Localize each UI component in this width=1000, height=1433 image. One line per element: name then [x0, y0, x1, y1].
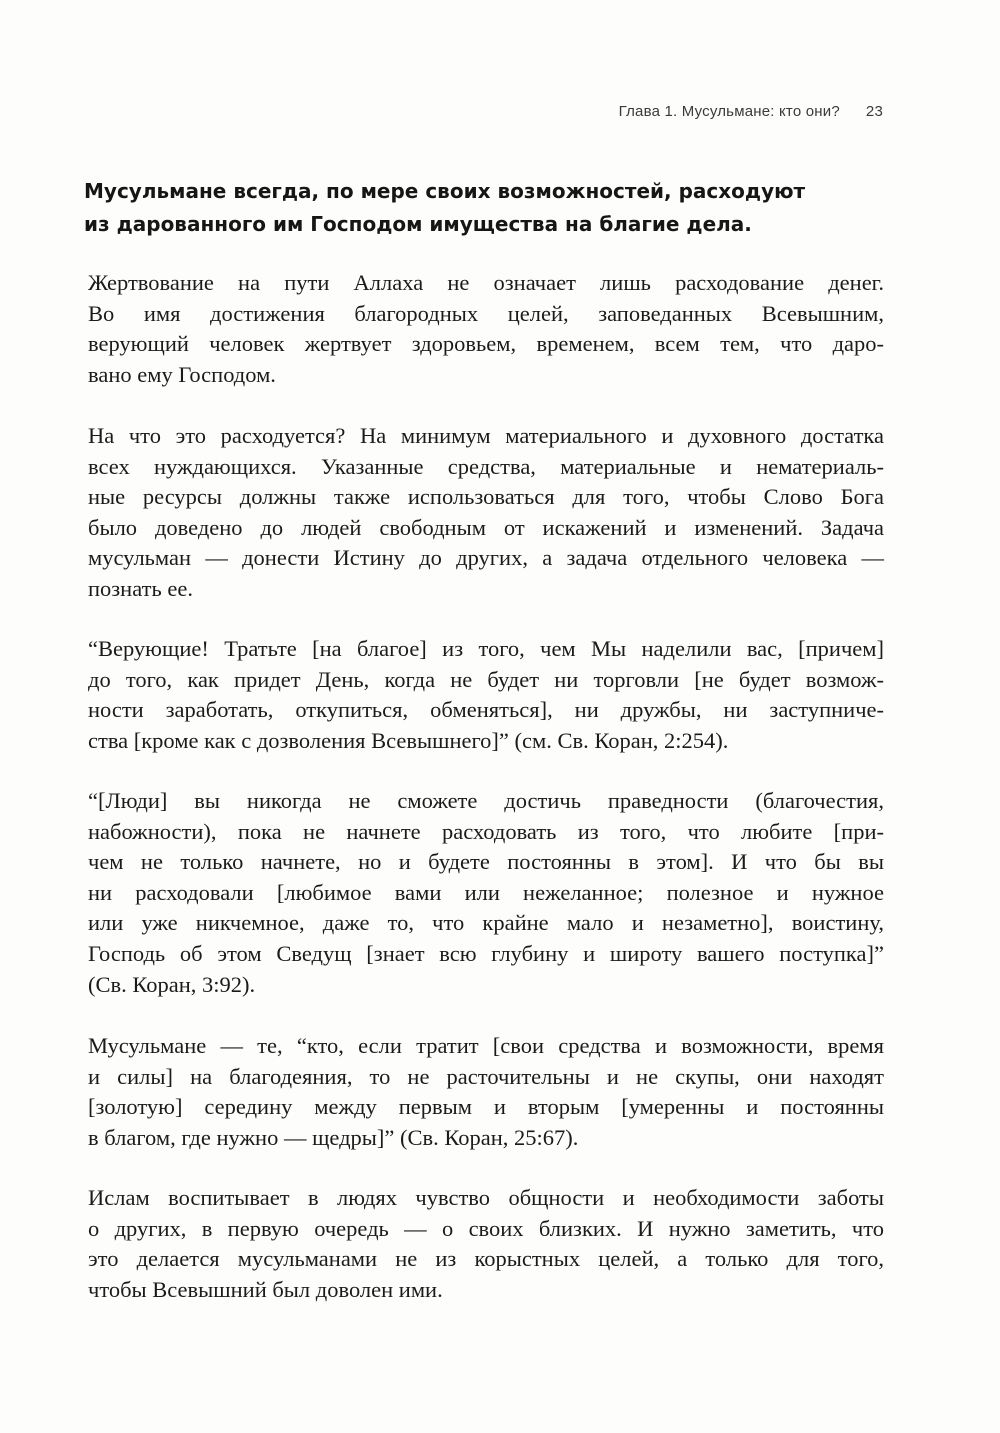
paragraph-line: мусульман — донести Истину до других, а задача отдельного человека —	[88, 545, 884, 571]
chapter-title: Глава 1. Мусульмане: кто они?	[618, 103, 840, 120]
running-header	[619, 103, 883, 120]
paragraph-line: верующий человек жертвует здоровьем, временем, всем тем, что даро-	[88, 331, 884, 357]
paragraph-line: до того, как придет День, когда не будет ни торговли [не будет возмож-	[88, 666, 884, 692]
paragraph-line: Ислам воспитывает в людях чувство общности и необходимости заботы	[88, 1185, 884, 1210]
paragraph-spending-purpose	[88, 421, 884, 605]
paragraph-line: ни расходовали [любимое вами или нежеланное; полезное и нужное	[88, 879, 884, 905]
heading-line: Мусульмане всегда, по мере своих возможностей, расходуют	[84, 179, 806, 203]
paragraph-line: “[Люди] вы никогда не сможете достичь праведности (благочестия,	[88, 788, 884, 813]
paragraph-line: чем не только начнете, но и будете постоянны в этом]. И что бы вы	[88, 849, 884, 875]
paragraph-line: чтобы Всевышний был доволен ими.	[88, 1276, 443, 1302]
quote-quran-2-254	[88, 634, 884, 756]
paragraph-line: ства [кроме как с дозволения Всевышнего]” (см. Св. Коран, 2:254).	[88, 727, 729, 753]
paragraph-line: всех нуждающихся. Указанные средства, материальные и нематериаль-	[88, 453, 884, 479]
paragraph-line: это делается мусульманами не из корыстных целей, а только для того,	[88, 1246, 884, 1272]
paragraph-line: набожности), пока не начнете расходовать из того, что любите [при-	[88, 818, 884, 844]
paragraph-line: в благом, где нужно — щедры]” (Св. Коран, 25:67).	[88, 1124, 579, 1150]
paragraph-line: было доведено до людей свободным от искажений и изменений. Задача	[88, 514, 884, 540]
paragraph-line: или уже никчемное, даже то, что крайне мало и незаметно], воистину,	[88, 910, 884, 936]
paragraph-line: (Св. Коран, 3:92).	[88, 971, 256, 997]
quote-quran-3-92	[88, 786, 884, 1000]
paragraph-line: Мусульмане — те, “кто, если тратит [свои средства и возможности, время	[88, 1033, 884, 1058]
paragraph-line: На что это расходуется? На минимум материального и духовного достатка	[88, 423, 884, 448]
paragraph-community-care	[88, 1183, 884, 1305]
section-heading	[84, 175, 844, 241]
paragraph-line: и силы] на благодеяния, то не расточительны и не скупы, они находят	[88, 1063, 884, 1089]
page-number: 23	[865, 103, 883, 120]
paragraph-line: ности заработать, откупиться, обменяться], ни дружбы, ни заступниче-	[88, 697, 884, 723]
paragraph-line: о других, в первую очередь — о своих близких. И нужно заметить, что	[88, 1215, 884, 1241]
paragraph-line: Жертвование на пути Аллаха не означает лишь расходование денег.	[88, 270, 884, 295]
quote-quran-25-67	[88, 1031, 884, 1153]
paragraph-line: вано ему Господом.	[88, 361, 276, 387]
paragraph-line: [золотую] середину между первым и вторым [умеренны и постоянны	[88, 1094, 884, 1120]
paragraph-line: познать ее.	[88, 575, 193, 601]
heading-line: из дарованного им Господом имущества на благие дела.	[84, 212, 752, 236]
paragraph-line: ные ресурсы должны также использоваться для того, чтобы Слово Бога	[88, 484, 884, 510]
paragraph-donation-meaning	[88, 268, 884, 390]
paragraph-line: “Верующие! Тратьте [на благое] из того, чем Мы наделили вас, [причем]	[88, 636, 884, 661]
paragraph-line: Во имя достижения благородных целей, заповеданных Всевышним,	[88, 300, 884, 326]
paragraph-line: Господь об этом Сведущ [знает всю глубину и широту вашего поступка]”	[88, 940, 884, 966]
